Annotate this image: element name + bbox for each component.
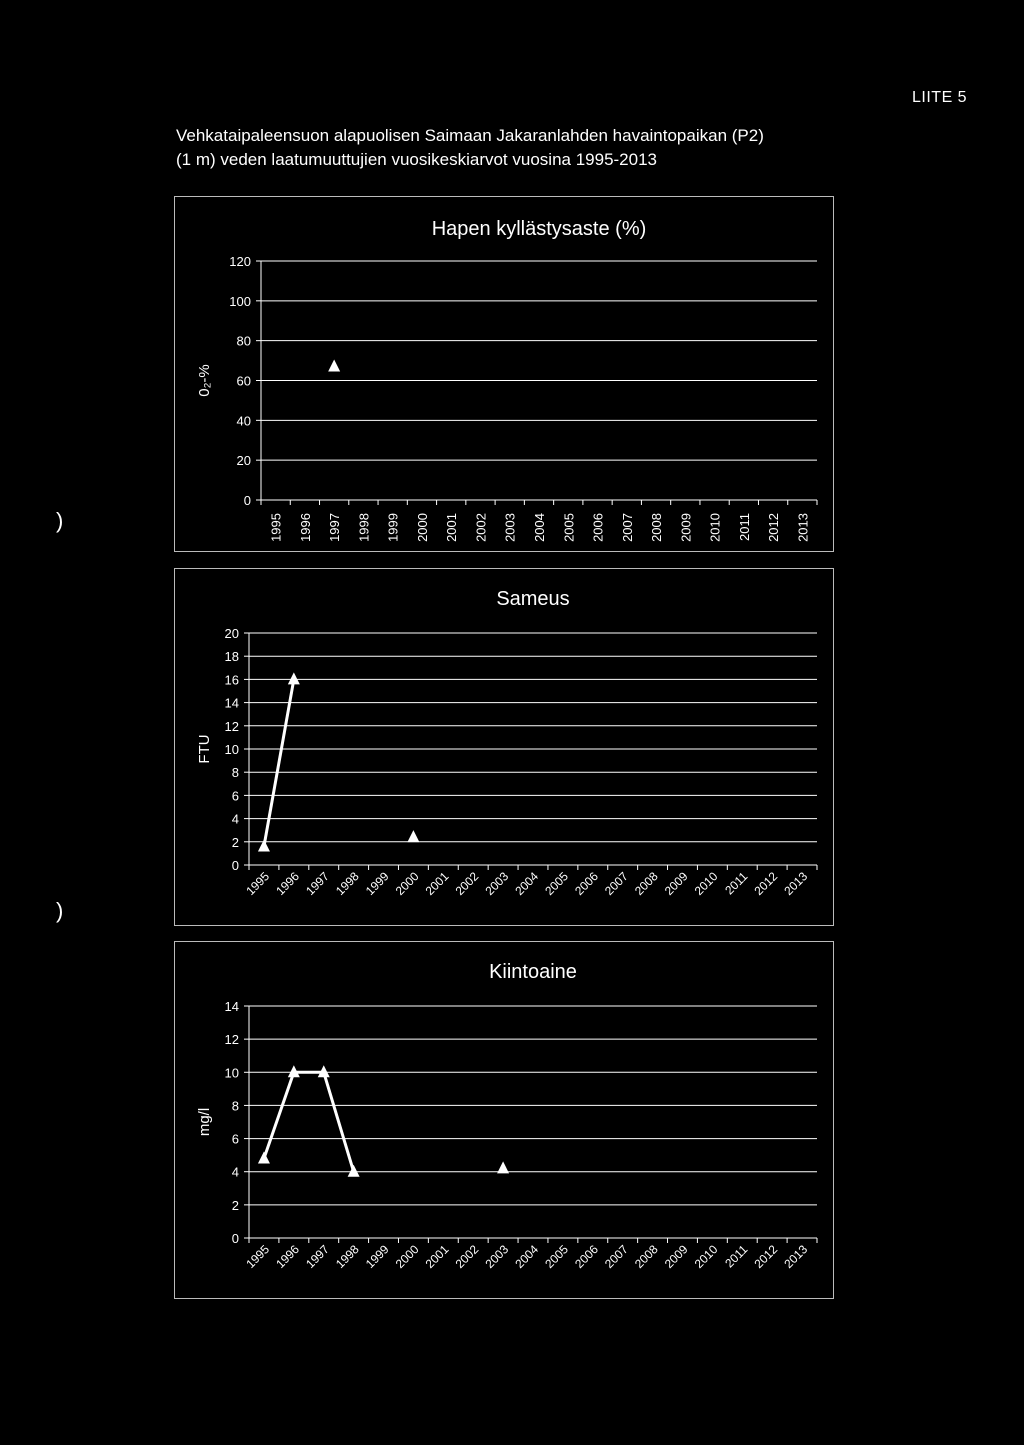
margin-mark-1: )	[56, 508, 64, 533]
y-tick-label: 2	[231, 1197, 239, 1213]
x-tick-label-2003: 2003	[502, 513, 518, 542]
x-tick-label-2003: 2003	[482, 869, 512, 899]
x-tick-label-1999: 1999	[385, 513, 401, 542]
y-tick-label: 100	[229, 293, 251, 309]
data-point-1995	[258, 1151, 270, 1163]
x-tick-label-2000: 2000	[392, 1242, 422, 1272]
x-tick-label-2012: 2012	[751, 1242, 781, 1272]
x-tick-label-2007: 2007	[602, 1242, 631, 1272]
y-axis-label: 0₂-%	[196, 364, 213, 397]
x-tick-label-2010: 2010	[691, 869, 721, 899]
x-tick-label-1996: 1996	[297, 513, 313, 542]
x-tick-label-2002: 2002	[473, 513, 489, 542]
data-point-1998	[348, 1165, 360, 1177]
y-tick-label: 14	[224, 695, 239, 711]
x-tick-label-1996: 1996	[273, 869, 302, 899]
y-tick-label: 12	[224, 1032, 239, 1048]
data-point-2003	[497, 1161, 509, 1173]
y-tick-label: 8	[231, 1098, 239, 1114]
document-title	[176, 124, 876, 172]
x-tick-label-2013: 2013	[795, 513, 811, 542]
y-tick-label: 18	[224, 649, 239, 665]
x-tick-label-2008: 2008	[631, 1242, 661, 1272]
chart-turbidity	[175, 569, 835, 927]
x-tick-label-1999: 1999	[362, 869, 392, 899]
x-tick-label-1997: 1997	[303, 869, 332, 899]
x-tick-label-2009: 2009	[678, 513, 694, 542]
x-tick-label-2009: 2009	[661, 1242, 691, 1272]
x-tick-label-2004: 2004	[532, 513, 547, 542]
x-tick-label-2001: 2001	[422, 869, 452, 899]
y-tick-label: 40	[236, 413, 251, 429]
y-tick-label: 14	[224, 999, 239, 1014]
y-tick-label: 8	[231, 765, 239, 781]
y-tick-label: 16	[224, 672, 239, 688]
y-tick-label: 120	[229, 254, 251, 269]
x-tick-label-2006: 2006	[572, 869, 601, 899]
x-tick-label-2004: 2004	[512, 1242, 542, 1272]
y-tick-label: 20	[224, 626, 239, 641]
x-tick-label-2007: 2007	[602, 869, 631, 899]
chart-title: Kiintoaine	[489, 961, 577, 983]
y-tick-label: 4	[231, 811, 239, 827]
x-tick-label-2002: 2002	[452, 869, 482, 899]
data-point-1996	[288, 672, 300, 684]
x-tick-label-2013: 2013	[781, 1242, 811, 1272]
x-tick-label-2001: 2001	[422, 1242, 452, 1272]
x-tick-label-2010: 2010	[707, 513, 723, 542]
y-tick-label: 20	[236, 453, 251, 469]
x-tick-label-1999: 1999	[362, 1242, 392, 1272]
x-tick-label-2008: 2008	[649, 513, 665, 542]
document-title-line-2: (1 m) veden laatumuuttujien vuosikeskiarvot vuosina 1995-2013	[176, 150, 657, 169]
data-point-2000	[407, 830, 419, 842]
x-tick-label-2007: 2007	[619, 513, 635, 542]
y-tick-label: 0	[231, 1231, 239, 1246]
x-tick-label-2002: 2002	[452, 1242, 482, 1272]
chart-panel-turbidity	[174, 568, 834, 926]
y-axis-label: FTU	[196, 734, 213, 764]
x-tick-label-1997: 1997	[327, 513, 343, 542]
x-tick-label-2000: 2000	[414, 513, 430, 542]
series-line-segment-1995	[264, 1072, 294, 1158]
y-tick-label: 80	[236, 333, 251, 349]
x-tick-label-1997: 1997	[303, 1242, 332, 1272]
data-point-1997	[328, 360, 340, 372]
chart-oxygen	[175, 197, 835, 553]
y-tick-label: 10	[224, 742, 239, 757]
series-line-segment-1997	[324, 1072, 354, 1171]
y-tick-label: 2	[231, 834, 239, 850]
x-tick-label-2012: 2012	[751, 869, 781, 899]
x-tick-label-1998: 1998	[332, 869, 362, 899]
x-tick-label-2008: 2008	[631, 869, 661, 899]
y-tick-label: 6	[231, 1131, 239, 1147]
y-tick-label: 12	[224, 718, 239, 734]
x-tick-label-2010: 2010	[691, 1242, 721, 1272]
chart-panel-oxygen	[174, 196, 834, 552]
chart-title: Hapen kyllästysaste (%)	[431, 218, 647, 240]
x-tick-label-2011: 2011	[736, 513, 752, 541]
x-tick-label-2006: 2006	[572, 1242, 601, 1272]
y-tick-label: 60	[236, 373, 251, 389]
x-tick-label-1995: 1995	[243, 869, 273, 899]
x-tick-label-2003: 2003	[482, 1242, 512, 1272]
chart-suspended-solids	[175, 942, 835, 1300]
y-axis-label: mg/l	[196, 1107, 213, 1137]
x-tick-label-2005: 2005	[542, 869, 572, 899]
x-tick-label-2005: 2005	[561, 513, 577, 542]
x-tick-label-1996: 1996	[273, 1242, 302, 1272]
margin-mark-2: )	[56, 898, 64, 923]
x-tick-label-2013: 2013	[781, 869, 811, 899]
appendix-label: LIITE 5	[912, 89, 968, 106]
x-tick-label-2009: 2009	[661, 869, 691, 899]
y-tick-label: 4	[231, 1164, 239, 1180]
x-tick-label-1998: 1998	[332, 1242, 362, 1272]
x-tick-label-2000: 2000	[392, 869, 422, 899]
x-tick-label-1998: 1998	[356, 513, 372, 542]
chart-panel-suspended-solids	[174, 941, 834, 1299]
chart-title: Sameus	[496, 588, 570, 610]
x-tick-label-1995: 1995	[268, 513, 284, 542]
x-tick-label-2006: 2006	[590, 513, 606, 542]
x-tick-label-1995: 1995	[243, 1242, 273, 1272]
x-tick-label-2005: 2005	[542, 1242, 572, 1272]
series-line-segment-1995	[264, 679, 294, 846]
x-tick-label-2011: 2011	[722, 869, 751, 898]
data-point-1995	[258, 839, 270, 851]
x-tick-label-2011: 2011	[722, 1242, 751, 1271]
x-tick-label-2012: 2012	[766, 513, 782, 542]
y-tick-label: 0	[231, 858, 239, 873]
y-tick-label: 0	[243, 493, 251, 508]
x-tick-label-2004: 2004	[512, 869, 542, 899]
document-title-line-1: Vehkataipaleensuon alapuolisen Saimaan Jakaranlahden havaintopaikan (P2)	[176, 126, 764, 145]
x-tick-label-2001: 2001	[444, 513, 460, 542]
y-tick-label: 10	[224, 1065, 239, 1081]
y-tick-label: 6	[231, 788, 239, 804]
